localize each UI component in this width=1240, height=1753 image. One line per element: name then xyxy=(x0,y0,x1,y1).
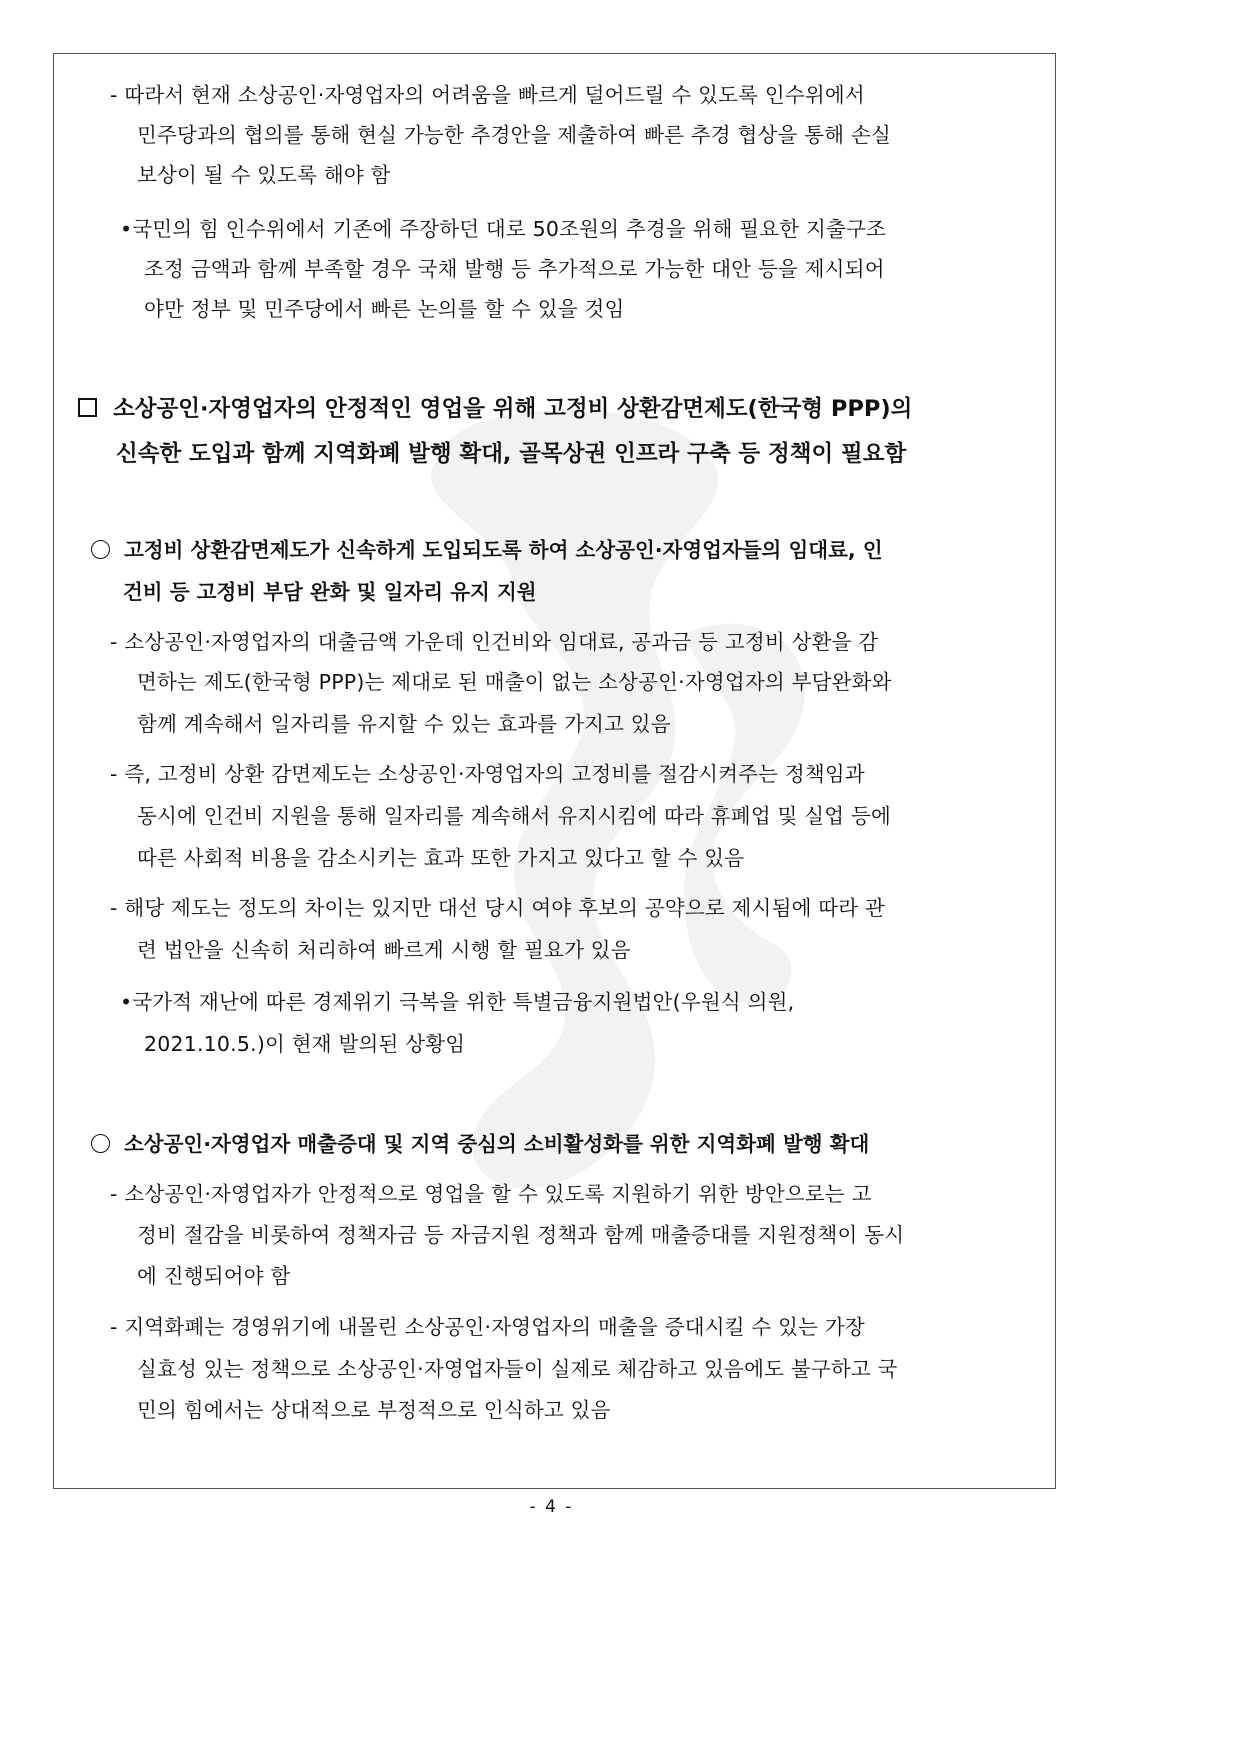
bullet-line: •국가적 재난에 따른 경제위기 극복을 위한 특별금융지원법안(우원식 의원, xyxy=(120,990,795,1014)
main-heading xyxy=(78,394,912,424)
checkbox-square-icon xyxy=(78,398,97,417)
paragraph-line: 련 법안을 신속히 처리하여 빠르게 시행 할 필요가 있음 xyxy=(137,938,631,962)
paragraph-line: - 따라서 현재 소상공인·자영업자의 어려움을 빠르게 덜어드릴 수 있도록 인수위에서 xyxy=(110,83,865,107)
paragraph-line: 정비 절감을 비롯하여 정책자금 등 자금지원 정책과 함께 매출증대를 지원정책이 동시 xyxy=(137,1223,905,1247)
paragraph-line: 동시에 인건비 지원을 통해 일자리를 계속해서 유지시킴에 따라 휴폐업 및 실업 등에 xyxy=(137,804,891,828)
page-frame xyxy=(53,53,1056,1489)
paragraph-line: 민주당과의 협의를 통해 현실 가능한 추경안을 제출하여 빠른 추경 협상을 통해 손실 xyxy=(137,123,891,147)
circle-bullet-icon xyxy=(91,1134,110,1153)
circle-bullet-icon xyxy=(91,540,110,559)
paragraph-line: 따른 사회적 비용을 감소시키는 효과 또한 가지고 있다고 할 수 있음 xyxy=(137,846,745,870)
main-heading-text: 소상공인·자영업자의 안정적인 영업을 위해 고정비 상환감면제도(한국형 PPP)의 xyxy=(113,396,913,422)
sub-heading-text: 고정비 상환감면제도가 신속하게 도입되도록 하여 소상공인·자영업자들의 임대료, 인 xyxy=(124,538,883,562)
bullet-line: •국민의 힘 인수위에서 기존에 주장하던 대로 50조원의 추경을 위해 필요한 지출구조 xyxy=(120,217,887,241)
paragraph-line: - 소상공인·자영업자의 대출금액 가운데 인건비와 임대료, 공과금 등 고정비 상환을 감 xyxy=(110,630,879,654)
paragraph-line: - 지역화폐는 경영위기에 내몰린 소상공인·자영업자의 매출을 증대시킬 수 있는 가장 xyxy=(110,1315,865,1339)
paragraph-line: - 소상공인·자영업자가 안정적으로 영업을 할 수 있도록 지원하기 위한 방안으로는 고 xyxy=(110,1182,872,1206)
paragraph-line: - 해당 제도는 정도의 차이는 있지만 대선 당시 여야 후보의 공약으로 제시됨에 따라 관 xyxy=(110,896,886,920)
sub-heading xyxy=(91,1130,869,1158)
paragraph-line: 민의 힘에서는 상대적으로 부정적으로 인식하고 있음 xyxy=(137,1398,611,1422)
bullet-line: 조정 금액과 함께 부족할 경우 국채 발행 등 추가적으로 가능한 대안 등을 제시되어 xyxy=(144,257,885,281)
paragraph-line: 에 진행되어야 함 xyxy=(137,1264,291,1288)
paragraph-line: 함께 계속해서 일자리를 유지할 수 있는 효과를 가지고 있음 xyxy=(137,712,671,736)
sub-heading-text: 소상공인·자영업자 매출증대 및 지역 중심의 소비활성화를 위한 지역화폐 발행 확대 xyxy=(124,1132,870,1156)
paragraph-line: 실효성 있는 정책으로 소상공인·자영업자들이 실제로 체감하고 있음에도 불구하고 국 xyxy=(137,1357,898,1381)
paragraph-line: - 즉, 고정비 상환 감면제도는 소상공인·자영업자의 고정비를 절감시켜주는 정책임과 xyxy=(110,762,865,786)
page-number: - 4 - xyxy=(529,1497,574,1517)
bullet-line: 야만 정부 및 민주당에서 빠른 논의를 할 수 있을 것임 xyxy=(144,297,625,321)
sub-heading-line: 건비 등 고정비 부담 완화 및 일자리 유지 지원 xyxy=(123,580,537,604)
sub-heading xyxy=(91,536,883,564)
paragraph-line: 면하는 제도(한국형 PPP)는 제대로 된 매출이 없는 소상공인·자영업자의 부담완화와 xyxy=(137,670,892,694)
paragraph-line: 보상이 될 수 있도록 해야 함 xyxy=(137,163,391,187)
bullet-line: 2021.10.5.)이 현재 발의된 상황임 xyxy=(144,1032,466,1056)
main-heading-line: 신속한 도입과 함께 지역화폐 발행 확대, 골목상권 인프라 구축 등 정책이 필요함 xyxy=(116,441,907,467)
